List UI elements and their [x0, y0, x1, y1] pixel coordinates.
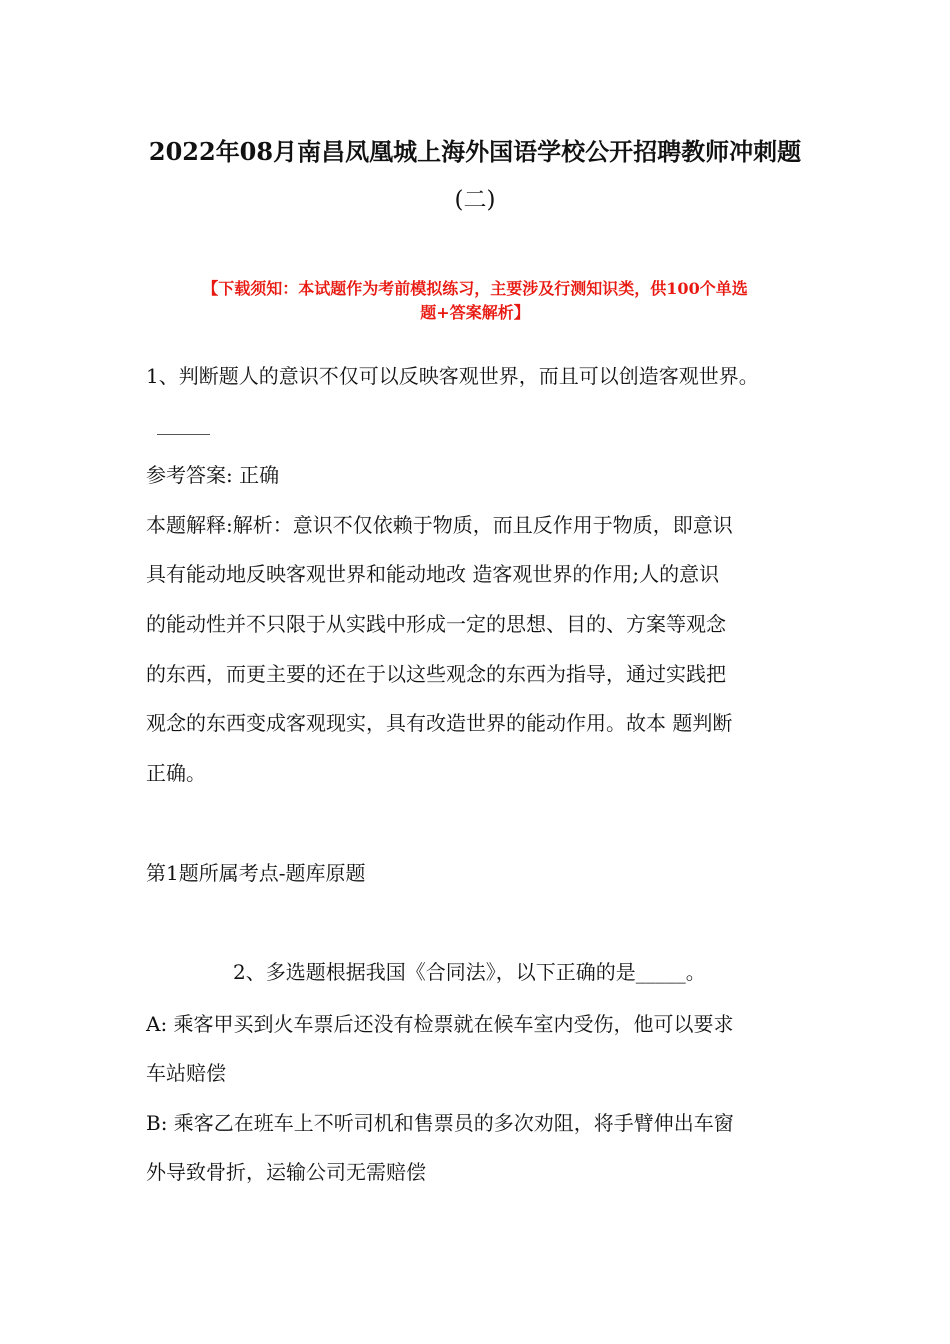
answer-blank-line: [157, 434, 210, 435]
question-1-explanation-line: 具有能动地反映客观世界和能动地改 造客观世界的作用;人的意识: [146, 562, 720, 586]
question-1-explanation-line: 观念的东西变成客观现实，具有改造世界的能动作用。故本 题判断: [146, 711, 733, 735]
document-title: 2022年08月南昌凤凰城上海外国语学校公开招聘教师冲刺题: [148, 137, 802, 166]
download-notice-line-2: 题+答案解析】: [420, 303, 530, 322]
document-subtitle: (二): [454, 187, 496, 213]
question-1-source: 第1题所属考点-题库原题: [146, 861, 366, 885]
question-2-option-a-line: A: 乘客甲买到火车票后还没有检票就在候车室内受伤，他可以要求: [146, 1012, 734, 1036]
download-notice-line-1: 【下载须知：本试题作为考前模拟练习，主要涉及行测知识类，供100个单选: [202, 279, 748, 298]
question-2-option-b-line: 外导致骨折，运输公司无需赔偿: [146, 1160, 426, 1184]
question-1-explanation-line: 正确。: [146, 761, 206, 785]
question-2-stem: 2、多选题根据我国《合同法》，以下正确的是_____。: [233, 960, 706, 984]
question-1-answer: 参考答案: 正确: [146, 463, 280, 487]
question-1-explanation-line: 的能动性并不只限于从实践中形成一定的思想、目的、方案等观念: [146, 612, 726, 636]
question-2-option-a-line: 车站赔偿: [146, 1061, 226, 1085]
question-1-stem: 1、判断题人的意识不仅可以反映客观世界，而且可以创造客观世界。: [146, 364, 759, 388]
question-2-option-b-line: B: 乘客乙在班车上不听司机和售票员的多次劝阻，将手臂伸出车窗: [146, 1111, 734, 1135]
question-1-explanation-line: 本题解释:解析：意识不仅依赖于物质，而且反作用于物质，即意识: [146, 513, 733, 537]
question-1-explanation-line: 的东西，而更主要的还在于以这些观念的东西为指导，通过实践把: [146, 662, 726, 686]
